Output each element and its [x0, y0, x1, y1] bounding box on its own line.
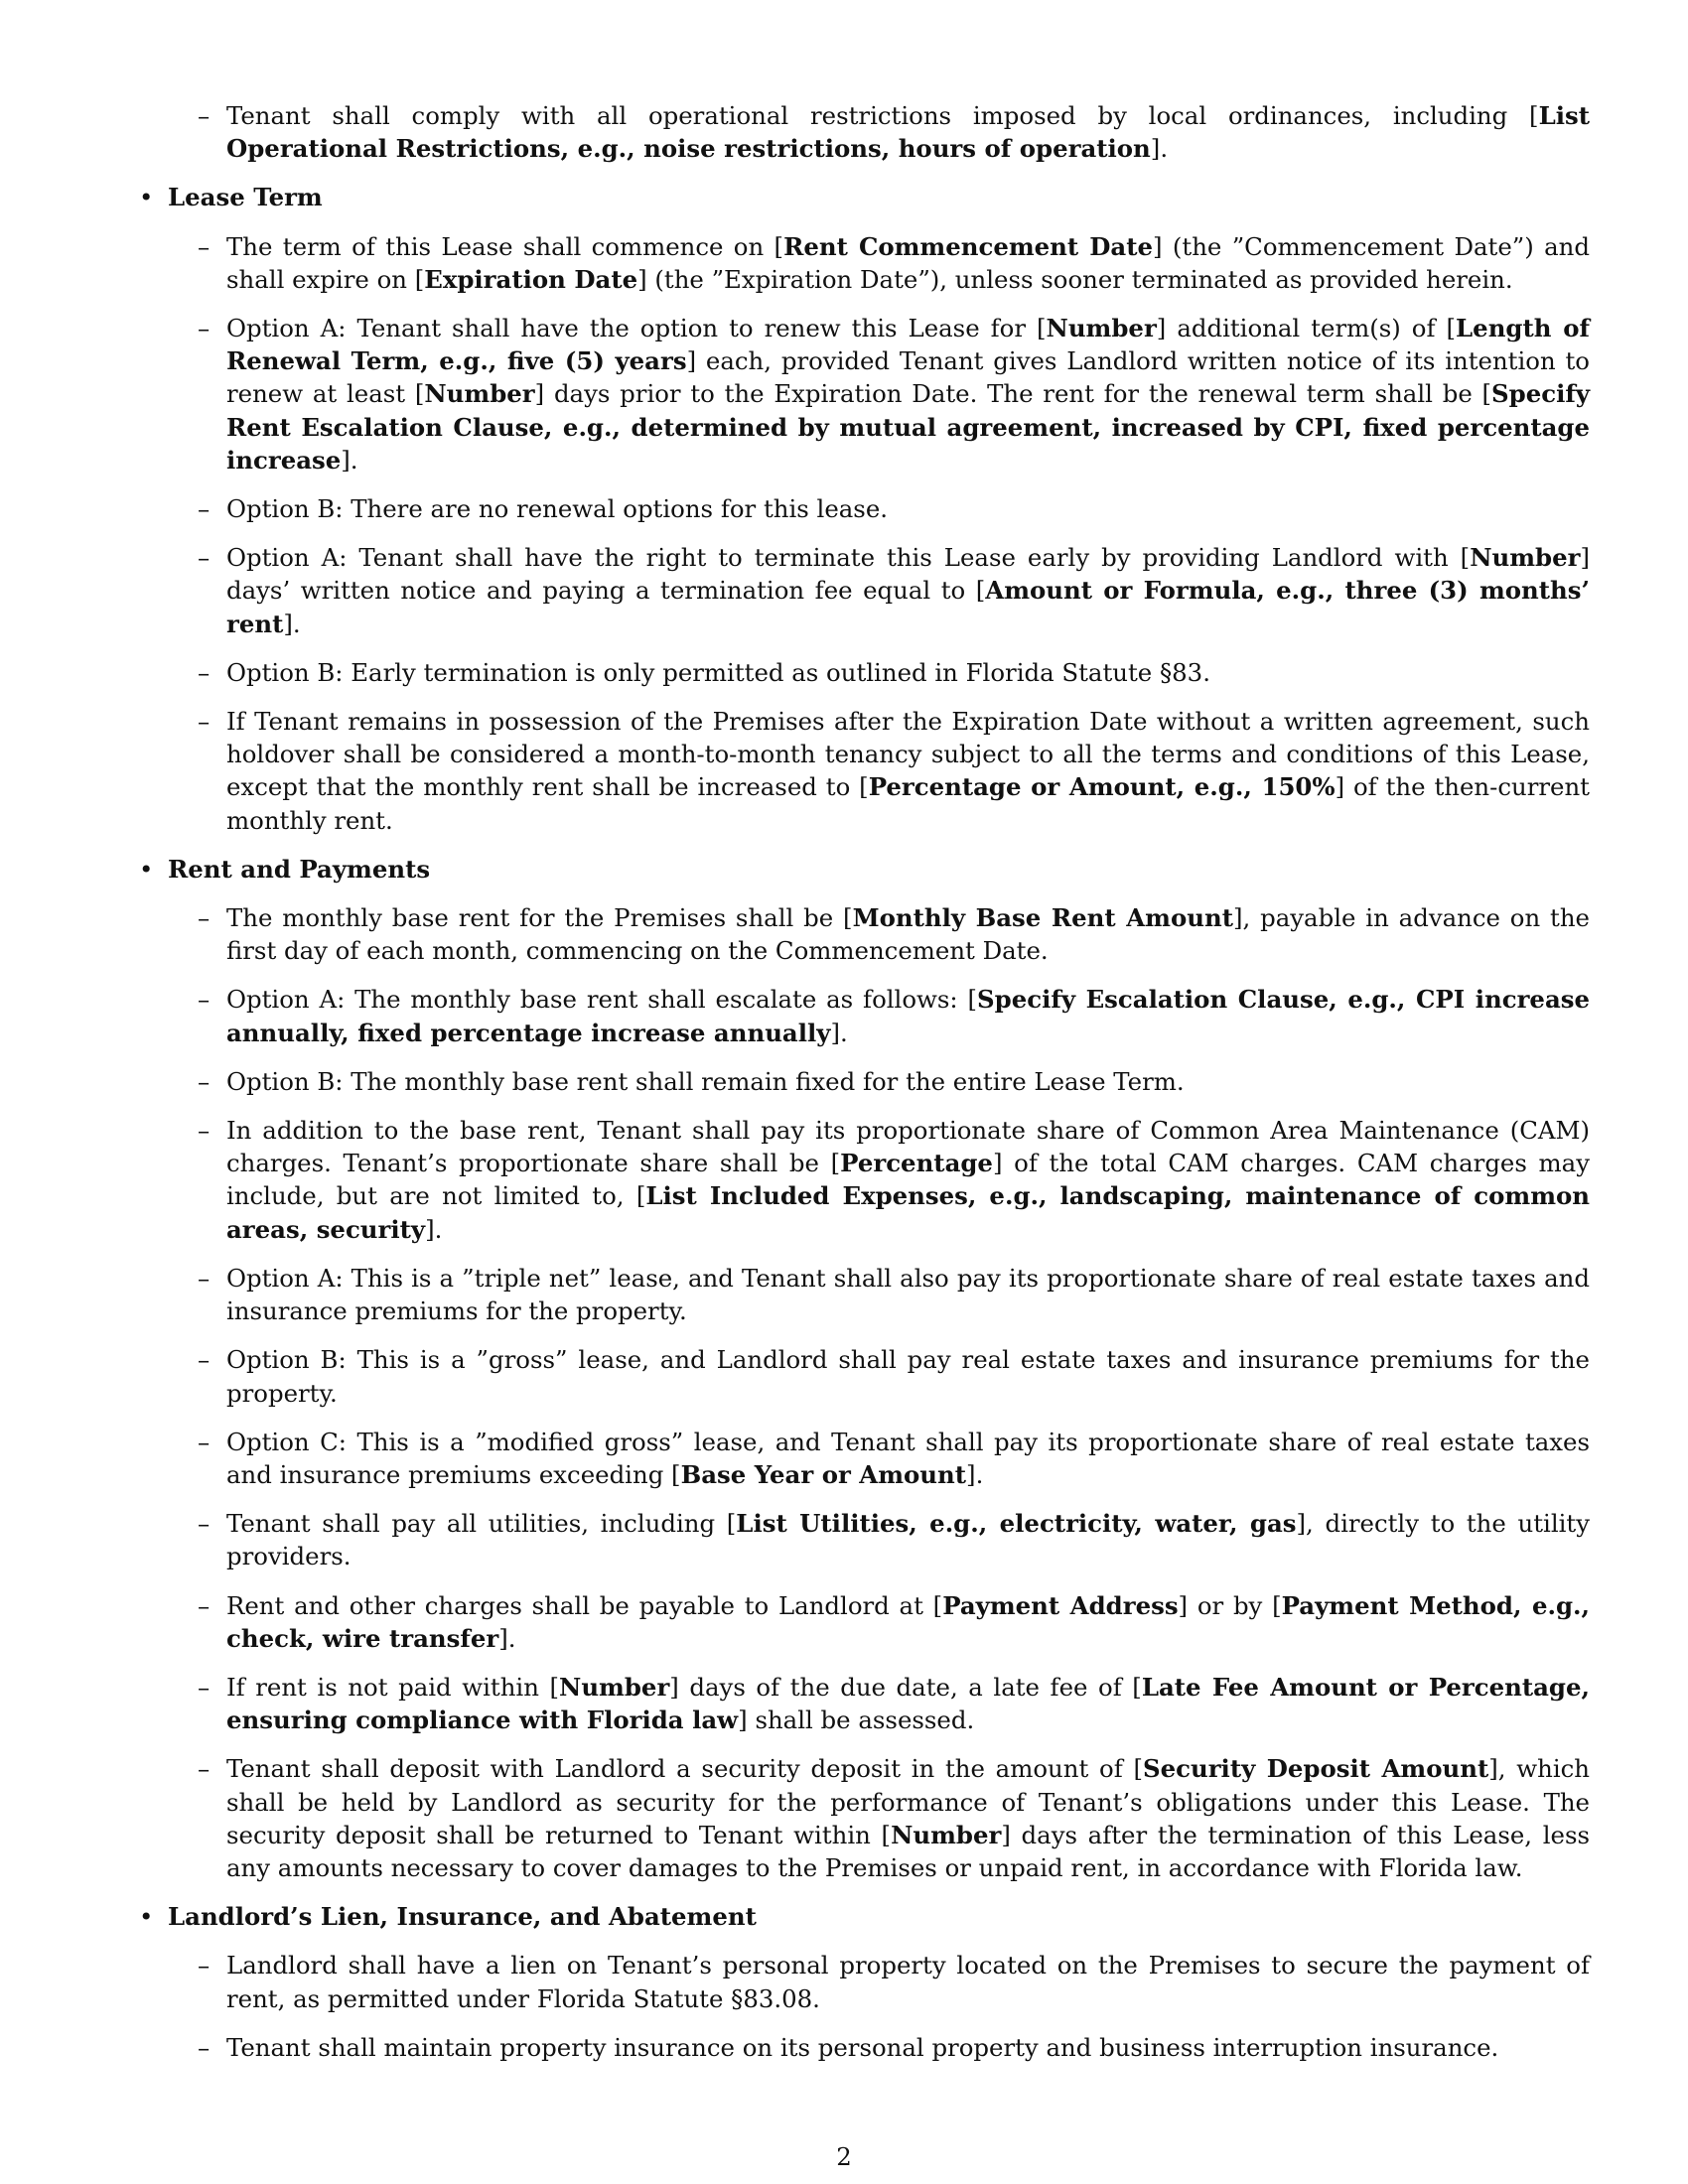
- placeholder-field: Expiration Date: [424, 264, 638, 294]
- item-text: [226, 543, 1590, 637]
- item-text: [226, 1591, 1590, 1653]
- text-run: In addition to the base rent, Tenant shall pay its proportionate share of Common Area Maintenance (CAM) charges. Tenant’s proportionate share shall be [: [226, 1116, 1590, 1178]
- text-run: ] each, provided Tenant gives Landlord written notice of its intention to renew at least [: [226, 346, 1590, 409]
- document-body: [135, 99, 1590, 2080]
- list-item: [168, 1752, 1590, 1884]
- text-run: Tenant shall deposit with Landlord a security deposit in the amount of [: [226, 1754, 1143, 1784]
- section: [135, 1900, 1590, 2064]
- bullet-marker: •: [139, 1902, 154, 1932]
- text-run: ], payable in advance on the first day of each month, commencing on the Commencement Date.: [226, 903, 1590, 966]
- text-run: ] of the total CAM charges. CAM charges may include, but are not limited to, [: [226, 1149, 1590, 1211]
- placeholder-field: Length of Renewal Term, e.g., five (5) years: [226, 314, 1590, 376]
- dash-marker: –: [198, 231, 211, 261]
- dash-marker: –: [198, 903, 211, 933]
- list-item: [168, 1671, 1590, 1736]
- continued-section: [135, 99, 1590, 165]
- list-item: [135, 99, 1590, 165]
- text-run: ].: [498, 1623, 516, 1653]
- list-item: [168, 656, 1590, 689]
- placeholder-field: Monthly Base Rent Amount: [852, 903, 1233, 933]
- dash-marker: –: [198, 1590, 211, 1620]
- item-text: [226, 2033, 1498, 2062]
- section-title: Rent and Payments: [168, 854, 431, 884]
- dash-marker: –: [198, 1116, 211, 1146]
- placeholder-field: Payment Method, e.g., check, wire transfer: [226, 1590, 1591, 1653]
- item-text: [226, 1754, 1590, 1882]
- page-number: 2: [836, 2142, 852, 2171]
- section-title: Lease Term: [168, 183, 323, 212]
- text-run: ] (the ”Commencement Date”) and shall expire on [: [226, 231, 1590, 294]
- dash-marker: –: [198, 985, 211, 1015]
- item-text: [226, 658, 1210, 687]
- item-text: [226, 1951, 1590, 2012]
- placeholder-field: Number: [891, 1820, 1002, 1849]
- text-run: Option A: Tenant shall have the right to terminate this Lease early by providing Landlord with [: [226, 543, 1471, 573]
- text-run: ].: [283, 609, 301, 638]
- dash-marker: –: [198, 1754, 211, 1784]
- text-run: Landlord shall have a lien on Tenant’s personal property located on the Premises to secure the payment of rent, as permitted under Florida Statute §83.08.: [226, 1951, 1590, 2013]
- placeholder-field: List Included Expenses, e.g., landscaping, maintenance of common areas, security: [226, 1181, 1590, 1244]
- list-item: [168, 1426, 1590, 1491]
- text-run: ] (the ”Expiration Date”), unless sooner terminated as provided herein.: [637, 264, 1513, 294]
- list-item: [168, 1065, 1590, 1098]
- text-run: The term of this Lease shall commence on [: [226, 231, 784, 261]
- text-run: ] days’ written notice and paying a termination fee equal to [: [226, 543, 1590, 606]
- text-run: ].: [1150, 134, 1169, 164]
- item-text: [226, 1116, 1590, 1244]
- item-text: [226, 707, 1590, 835]
- dash-marker: –: [198, 1345, 211, 1375]
- text-run: Tenant shall maintain property insurance on its personal property and business interruption insurance.: [226, 2032, 1499, 2062]
- placeholder-field: Base Year or Amount: [680, 1459, 967, 1489]
- list-item: [168, 1589, 1590, 1655]
- dash-marker: –: [198, 2032, 211, 2062]
- dash-marker: –: [198, 1263, 211, 1293]
- dash-marker: –: [198, 1066, 211, 1096]
- dash-marker: –: [198, 314, 211, 343]
- text-run: ] days prior to the Expiration Date. The rent for the renewal term shall be [: [534, 379, 1492, 409]
- list-item: [168, 1949, 1590, 2014]
- text-run: Option B: The monthly base rent shall remain fixed for the entire Lease Term.: [226, 1066, 1185, 1096]
- text-run: ].: [830, 1018, 848, 1047]
- item-text: [226, 101, 1590, 163]
- item-text: [226, 903, 1590, 965]
- text-run: Rent and other charges shall be payable to Landlord at [: [226, 1590, 943, 1620]
- placeholder-field: Number: [559, 1672, 670, 1702]
- list-item: [168, 2031, 1590, 2064]
- item-text: [226, 1345, 1590, 1407]
- dash-marker: –: [198, 1672, 211, 1702]
- placeholder-field: Amount or Formula, e.g., three (3) months’ rent: [226, 576, 1591, 638]
- text-run: ].: [966, 1459, 984, 1489]
- item-text: [226, 1264, 1590, 1325]
- list-item: [168, 705, 1590, 837]
- dash-marker: –: [198, 101, 211, 130]
- placeholder-field: Percentage or Amount, e.g., 150%: [868, 772, 1336, 802]
- item-text: [226, 494, 888, 523]
- text-run: ] additional term(s) of [: [1156, 314, 1457, 343]
- text-run: Option A: The monthly base rent shall escalate as follows: [: [226, 985, 978, 1015]
- clause-list: [168, 901, 1590, 1884]
- text-run: Option B: There are no renewal options for this lease.: [226, 494, 889, 524]
- list-item: [168, 541, 1590, 640]
- placeholder-field: Rent Commencement Date: [783, 231, 1154, 261]
- clause-list: [168, 1949, 1590, 2064]
- dash-marker: –: [198, 657, 211, 687]
- text-run: ], directly to the utility providers.: [226, 1509, 1590, 1571]
- clause-list: [168, 230, 1590, 837]
- section: [135, 181, 1590, 836]
- list-item: [168, 492, 1590, 525]
- item-text: [226, 1673, 1590, 1734]
- text-run: Option A: Tenant shall have the option to renew this Lease for [: [226, 314, 1047, 343]
- text-run: Option B: This is a ”gross” lease, and Landlord shall pay real estate taxes and insurance premiums for the property.: [226, 1345, 1590, 1408]
- text-run: Tenant shall pay all utilities, including [: [226, 1509, 737, 1539]
- dash-marker: –: [198, 707, 211, 737]
- section: [135, 853, 1590, 1884]
- text-run: If Tenant remains in possession of the Premises after the Expiration Date without a written agreement, such holdover shall be considered a month-to-month tenancy subject to all the terms and conditions of this Lease, except that the monthly rent shall be increased to [: [226, 707, 1590, 802]
- clause-list: [135, 99, 1590, 165]
- text-run: ].: [425, 1214, 443, 1244]
- item-text: [226, 232, 1590, 294]
- text-run: Option C: This is a ”modified gross” lease, and Tenant shall pay its proportionate share of real estate taxes and insurance premiums exceeding [: [226, 1427, 1590, 1489]
- item-text: [226, 314, 1590, 475]
- placeholder-field: List Operational Restrictions, e.g., noise restrictions, hours of operation: [226, 101, 1590, 164]
- list-item: [168, 1262, 1590, 1327]
- text-run: ] days of the due date, a late fee of [: [669, 1672, 1142, 1702]
- text-run: Tenant shall comply with all operational restrictions imposed by local ordinances, including [: [226, 101, 1539, 130]
- text-run: The monthly base rent for the Premises shall be [: [226, 903, 853, 933]
- text-run: Option A: This is a ”triple net” lease, and Tenant shall also pay its proportionate share of real estate taxes and insurance premiums for the property.: [226, 1263, 1590, 1326]
- section-list: [135, 99, 1590, 2064]
- list-item: [168, 901, 1590, 967]
- text-run: ] or by [: [1178, 1590, 1282, 1620]
- item-text: [226, 1509, 1590, 1570]
- text-run: If rent is not paid within [: [226, 1672, 560, 1702]
- dash-marker: –: [198, 543, 211, 573]
- bullet-marker: •: [139, 854, 154, 884]
- list-item: [168, 1114, 1590, 1246]
- item-text: [226, 985, 1590, 1046]
- dash-marker: –: [198, 1509, 211, 1539]
- list-item: [168, 312, 1590, 477]
- dash-marker: –: [198, 494, 211, 524]
- placeholder-field: Specify Escalation Clause, e.g., CPI increase annually, fixed percentage increase annually: [226, 985, 1590, 1047]
- placeholder-field: Number: [1470, 543, 1581, 573]
- placeholder-field: Security Deposit Amount: [1142, 1754, 1489, 1784]
- text-run: ] of the then-current monthly rent.: [226, 772, 1590, 835]
- bullet-marker: •: [139, 183, 154, 212]
- placeholder-field: Payment Address: [942, 1590, 1179, 1620]
- text-run: ], which shall be held by Landlord as security for the performance of Tenant’s obligations under this Lease. The security deposit shall be returned to Tenant within [: [226, 1754, 1590, 1849]
- item-text: [226, 1428, 1590, 1489]
- text-run: Option B: Early termination is only permitted as outlined in Florida Statute §83.: [226, 657, 1210, 687]
- list-item: [168, 1343, 1590, 1409]
- placeholder-field: Late Fee Amount or Percentage, ensuring compliance with Florida law: [226, 1672, 1590, 1735]
- placeholder-field: Specify Rent Escalation Clause, e.g., determined by mutual agreement, increased by CPI, fixed percentage increase: [226, 379, 1591, 475]
- placeholder-field: Number: [424, 379, 535, 409]
- dash-marker: –: [198, 1427, 211, 1456]
- text-run: ] days after the termination of this Lease, less any amounts necessary to cover damages to the Premises or unpaid rent, in accordance with Florida law.: [226, 1820, 1590, 1882]
- text-run: ].: [341, 445, 358, 475]
- list-item: [168, 1507, 1590, 1572]
- item-text: [226, 1067, 1185, 1096]
- placeholder-field: Number: [1046, 314, 1157, 343]
- dash-marker: –: [198, 1951, 211, 1980]
- text-run: ] shall be assessed.: [738, 1706, 975, 1735]
- placeholder-field: List Utilities, e.g., electricity, water, gas: [736, 1509, 1297, 1539]
- list-item: [168, 983, 1590, 1048]
- placeholder-field: Percentage: [840, 1149, 993, 1178]
- section-title: Landlord’s Lien, Insurance, and Abatement: [168, 1902, 757, 1932]
- list-item: [168, 230, 1590, 296]
